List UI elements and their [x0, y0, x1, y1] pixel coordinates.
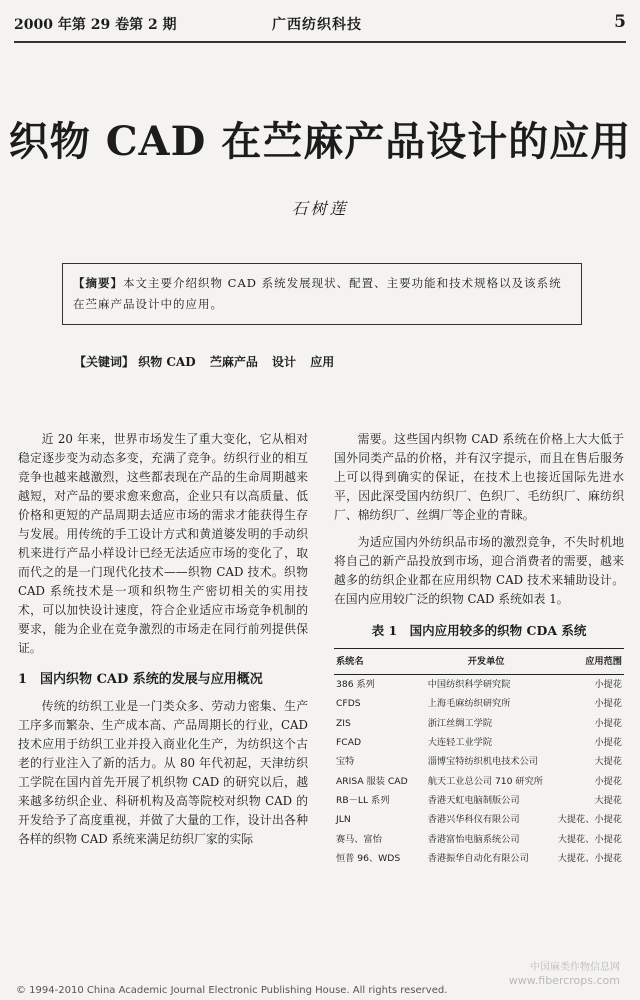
table-cell: 香港富怡电脑系统公司 [427, 833, 520, 845]
table-cell: ARISA 服装 CAD [336, 775, 408, 787]
body-paragraph: 需要。这些国内织物 CAD 系统在价格上大大低于国外同类产品的价格，并有汉字提示，而且在售后服务上可以得到确实的保证，在技术上也接近国际先进水平，因此深受国内纺织厂、色织厂、毛纺织厂、麻纺织厂、棉纺织厂、丝绸厂等企业的青睐。 [334, 432, 624, 522]
table-row [334, 791, 624, 810]
left-column [18, 430, 308, 849]
running-header [14, 8, 626, 42]
body-paragraph: 为适应国内外纺织品市场的激烈竞争，不失时机地将自己的新产品投放到市场，迎合消费者的需要，越来越多的纺织企业都在应用织物 CAD 技术来辅助设计。在国内应用较广泛的织物 CAD 系统如表 1。 [334, 535, 624, 606]
table-cell: 小提花 [594, 737, 622, 749]
table-cell: 小提花 [594, 698, 622, 710]
table-row [334, 771, 624, 790]
right-column [334, 430, 624, 868]
table-row [334, 714, 624, 733]
abstract-box [62, 263, 582, 325]
table-cell: RB－LL 系列 [336, 794, 390, 806]
table-cell: 小提花 [594, 775, 622, 787]
table-cell: CFDS [336, 698, 361, 710]
table-cell: 香港兴华科仪有限公司 [427, 814, 520, 826]
keyword: 织物 CAD [138, 355, 196, 369]
keyword: 应用 [310, 355, 335, 369]
watermark-url: www.fibercrops.com [508, 974, 620, 987]
table-row [334, 810, 624, 829]
table-cell: 大提花、小提花 [557, 852, 622, 864]
table-cell: 386 系列 [336, 679, 375, 691]
keywords [74, 353, 344, 370]
journal-name: 广西纺织科技 [272, 17, 362, 33]
abstract-text: 本文主要介绍织物 CAD 系统发展现状、配置、主要功能和技术规格以及该系统在苎麻产品设计中的应用。 [73, 276, 562, 311]
keyword: 设计 [272, 355, 297, 369]
author: 石树莲 [291, 199, 349, 218]
table-header-row [334, 649, 624, 675]
paper-title: 织物 CAD 在苎麻产品设计的应用 [8, 118, 632, 165]
table-cell: 香港振华自动化有限公司 [427, 852, 529, 864]
table-row [334, 694, 624, 713]
table-cell: 上海毛麻纺织研究所 [427, 698, 511, 710]
table-row [334, 733, 624, 752]
table-cell: 中国纺织科学研究院 [427, 679, 511, 691]
table-row [334, 829, 624, 848]
table-cell: ZIS [336, 717, 351, 729]
table-header-cell: 系统名 [336, 656, 364, 667]
table-cell: 香港天虹电脑制版公司 [427, 794, 520, 806]
table-cell: FCAD [336, 737, 362, 749]
header-rule [14, 41, 626, 43]
table-cell: 大提花 [594, 794, 622, 806]
body-paragraph: 近 20 年来，世界市场发生了重大变化，它从相对稳定逐步变为动态多变，充满了竞争。纺织行业的相互竞争也越来越激烈，这些都表现在产品的生命周期越来越短，对产品的要求愈来愈高，企业只有以高质量、低价格和更短的产品周期去适应市场的需求才能获得生存与发展。用传统的手工设计方式和黄道婆发明的手动织机来进行产品小样设计已经无法适应市场的变化了，取而代之的是一门现代化技术——织物 CAD 技术。织物 CAD 系统技术是一项和织物生产密切相关的实用技术，可以加快设计速度，符合企业适应市场竞争机制的要求，能为企业在竞争激烈的市场走在同行前列提供保证。 [18, 432, 308, 655]
table-cell: 小提花 [594, 679, 622, 691]
issue-info: 2000 年第 29 卷第 2 期 [14, 17, 177, 33]
page-number: 5 [614, 12, 626, 32]
table-header-cell: 应用范围 [585, 656, 622, 667]
table-header-cell: 开发单位 [467, 656, 505, 667]
table-cell: 赛马、富怡 [336, 833, 382, 845]
keywords-label: 【关键词】 [74, 355, 135, 369]
copyright-footer: © 1994-2010 China Academic Journal Electronic Publishing House. All rights reserved. [16, 985, 448, 996]
table-cell: 淄博宝特纺织机电技术公司 [427, 756, 538, 768]
table-cell: 浙江丝绸工学院 [427, 717, 493, 729]
table-row [334, 675, 624, 695]
abstract-label: 【摘要】 [73, 276, 123, 290]
table-cell: 小提花 [594, 717, 622, 729]
table-cell: 大提花、小提花 [557, 833, 622, 845]
table-cell: 大连轻工业学院 [427, 737, 493, 749]
table-cell: 大提花 [594, 756, 622, 768]
table-cell: 宝特 [336, 756, 355, 768]
table-caption: 表 1 国内应用较多的织物 CDA 系统 [371, 623, 587, 638]
body-paragraph: 传统的纺织工业是一门类众多、劳动力密集、生产工序多而繁杂、生产成本高、产品周期长的行业，CAD 技术应用于纺织工业并投入商业化生产，为纺织这个古老的行业注入了新的活力。从 80 年代初起，天津纺织工学院在国内首先开展了机织物 CAD 的研究以后，越来越多纺织企业、科研机构及高等院校对织物 CAD 的开发给予了高度重视，并做了大量的工作，设计出各种各样的织物 CAD 系统来满足纺织厂家的实际 [18, 699, 308, 846]
table-cell: 恒普 96、WDS [336, 852, 401, 864]
table-cell: 航天工业总公司 710 研究所 [427, 775, 543, 787]
table-row [334, 752, 624, 771]
table-cell: JLN [336, 814, 351, 826]
systems-table [334, 648, 624, 868]
table-cell: 大提花、小提花 [557, 814, 622, 826]
watermark-text: 中国麻类作物信息网 [530, 962, 620, 973]
table-row [334, 849, 624, 868]
section-heading: 1 国内织物 CAD 系统的发展与应用概况 [18, 672, 263, 687]
keyword: 苎麻产品 [209, 355, 258, 369]
